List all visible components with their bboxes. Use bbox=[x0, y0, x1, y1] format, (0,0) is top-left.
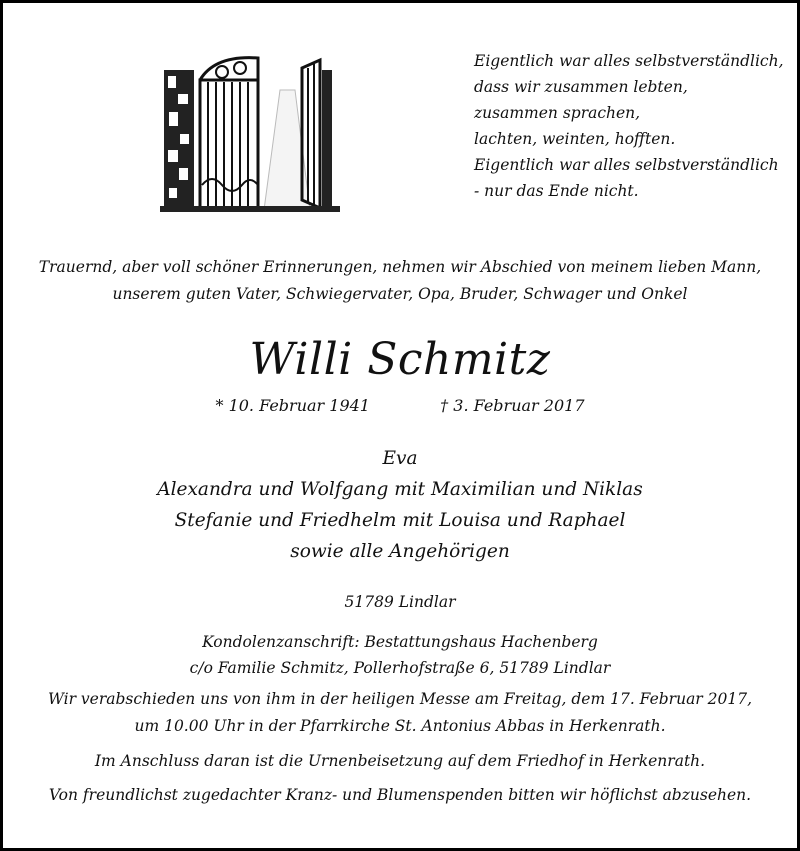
condolence-line-2: c/o Familie Schmitz, Pollerhofstraße 6, 51789 Lindlar bbox=[189, 659, 611, 677]
poem-line: dass wir zusammen lebten, bbox=[474, 78, 688, 96]
open-gate-illustration bbox=[160, 50, 340, 215]
life-dates bbox=[0, 396, 800, 415]
poem-line: Eigentlich war alles selbstverständlich, bbox=[474, 52, 784, 70]
family-line-2: Alexandra und Wolfgang mit Maximilian und Niklas bbox=[157, 479, 643, 500]
family-line-1: Eva bbox=[382, 448, 418, 469]
poem-line: Eigentlich war alles selbstverständlich bbox=[474, 156, 779, 174]
place: 51789 Lindlar bbox=[344, 593, 456, 611]
intro-line-1: Trauernd, aber voll schöner Erinnerungen, nehmen wir Abschied von meinem lieben Mann, bbox=[38, 258, 762, 276]
family-line-4: sowie alle Angehörigen bbox=[290, 541, 510, 562]
deceased-name: Willi Schmitz bbox=[249, 334, 551, 385]
poem-line: lachten, weinten, hofften. bbox=[474, 130, 676, 148]
death-date: † 3. Februar 2017 bbox=[440, 396, 585, 415]
poem bbox=[474, 48, 794, 204]
burial-info: Im Anschluss daran ist die Urnenbeisetzung auf dem Friedhof in Herkenrath. bbox=[94, 752, 706, 770]
intro-line-2: unserem guten Vater, Schwiegervater, Opa, Bruder, Schwager und Onkel bbox=[112, 285, 688, 303]
poem-line: - nur das Ende nicht. bbox=[474, 182, 639, 200]
birth-date: * 10. Februar 1941 bbox=[215, 396, 370, 415]
wreath-request: Von freundlichst zugedachter Kranz- und Blumenspenden bitten wir höflichst abzusehen. bbox=[48, 786, 752, 804]
poem-line: zusammen sprachen, bbox=[474, 104, 641, 122]
service-line-1: Wir verabschieden uns von ihm in der heiligen Messe am Freitag, dem 17. Februar 2017, bbox=[47, 690, 753, 708]
condolence-line-1: Kondolenzanschrift: Bestattungshaus Hachenberg bbox=[202, 633, 598, 651]
family-line-3: Stefanie und Friedhelm mit Louisa und Raphael bbox=[174, 510, 626, 531]
service-line-2: um 10.00 Uhr in der Pfarrkirche St. Antonius Abbas in Herkenrath. bbox=[134, 717, 666, 735]
